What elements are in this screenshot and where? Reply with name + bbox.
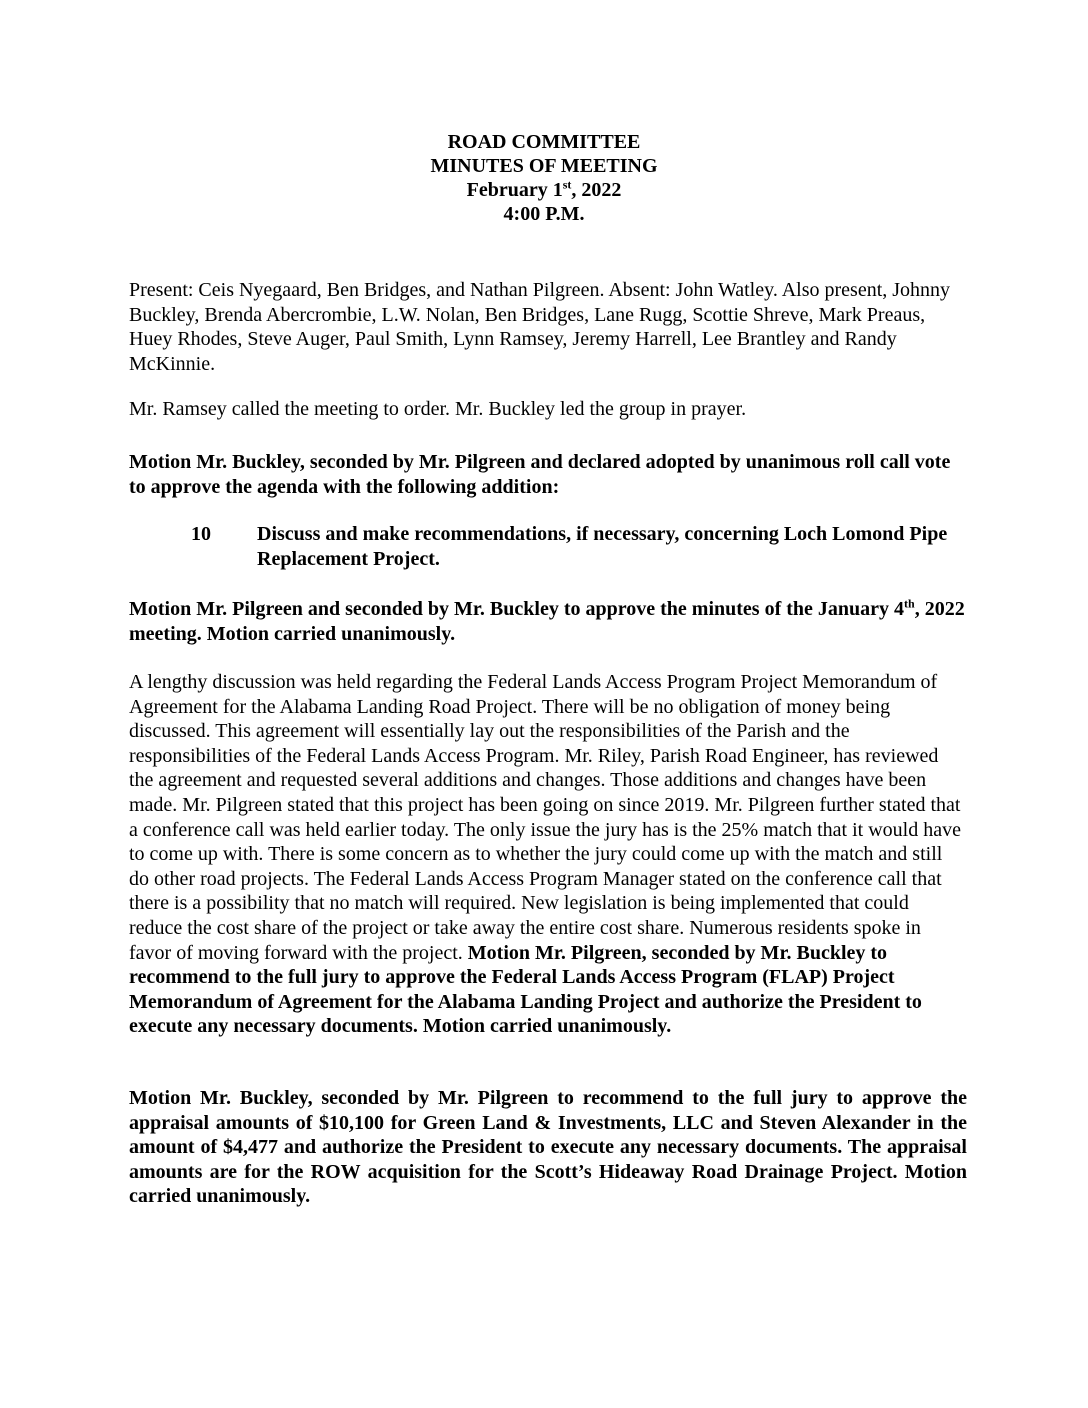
header-date-ordinal: st (562, 177, 572, 192)
call-to-order-text: Mr. Ramsey called the meeting to order. Mr. Buckley led the group in prayer. (129, 398, 747, 420)
agenda-motion-text: Motion Mr. Buckley, seconded by Mr. Pilgreen and declared adopted by unanimous roll call vote to approve the agenda with the following addition: (129, 451, 951, 498)
header-committee-title: ROAD COMMITTEE (447, 131, 641, 153)
flap-discussion-text (129, 670, 967, 1039)
minutes-motion-text (129, 597, 967, 646)
appraisal-motion-paragraph (129, 1086, 967, 1209)
header-time: 4:00 P.M. (503, 203, 585, 225)
minutes-motion-paragraph (129, 597, 967, 646)
minutes-motion-ordinal: th (904, 596, 915, 611)
minutes-motion-part2: , 2022 meeting. Motion carried unanimously. (129, 598, 965, 645)
header-date-main: February 1 (466, 179, 563, 201)
call-to-order-paragraph (129, 397, 967, 422)
agenda-motion-paragraph (129, 450, 967, 499)
attendance-text: Present: Ceis Nyegaard, Ben Bridges, and Nathan Pilgreen. Absent: John Watley. Also present, Johnny Buckley, Brenda Abercrombie, L.W. Nolan, Ben Bridges, Lane Rugg, Scottie Shreve, Mark Preaus, Huey Rhodes, Steve Auger, Paul Smith, Lynn Ramsey, Jeremy Harrell, Lee Brantley and Randy McKinnie. (129, 279, 951, 375)
header-date (0, 178, 1088, 202)
flap-discussion-body: A lengthy discussion was held regarding the Federal Lands Access Program Project Memorandum of Agreement for the Alabama Landing Road Project. There will be no obligation of money being discussed. This agreement will essentially lay out the responsibilities of the Parish and the responsibilities of the Federal Lands Access Program. Mr. Riley, Parish Road Engineer, has reviewed the agreement and requested several additions and changes. Those additions and changes have been made. Mr. Pilgreen stated that this project has been going on since 2019. Mr. Pilgreen further stated that a conference call was held earlier today. The only issue the jury has is the 25% match that it would have to come up with. There is some concern as to whether the jury could come up with the match and still do other road projects. The Federal Lands Access Program Manager stated on the conference call that there is a possibility that no match will required. New legislation is being implemented that could reduce the cost share of the project or take away the entire cost share. Numerous residents spoke in favor of moving forward with the project. (129, 671, 961, 964)
flap-motion-text: Motion Mr. Pilgreen, seconded by Mr. Buckley to recommend to the full jury to approve the Federal Lands Access Program (FLAP) Project Memorandum of Agreement for the Alabama Landing Project and authorize the President to execute any necessary documents. Motion carried unanimously. (129, 941, 922, 1038)
appraisal-motion-text: Motion Mr. Buckley, seconded by Mr. Pilgreen to recommend to the full jury to approve the appraisal amounts of $10,100 for Green Land & Investments, LLC and Steven Alexander in the amount of $4,477 and authorize the President to execute any necessary documents. The appraisal amounts are for the ROW acquisition for the Scott’s Hideaway Road Drainage Project. Motion carried unanimously. (129, 1087, 967, 1208)
document-header (0, 130, 1088, 226)
attendance-paragraph (129, 278, 967, 376)
flap-discussion-paragraph (129, 670, 967, 1039)
agenda-item-number: 10 (191, 523, 211, 545)
header-minutes-title: MINUTES OF MEETING (430, 155, 658, 177)
header-date-year: , 2022 (571, 179, 622, 201)
agenda-item-text: Discuss and make recommendations, if necessary, concerning Loch Lomond Pipe Replacement Project. (257, 523, 948, 570)
minutes-motion-part1: Motion Mr. Pilgreen and seconded by Mr. Buckley to approve the minutes of the January 4 (129, 598, 905, 620)
